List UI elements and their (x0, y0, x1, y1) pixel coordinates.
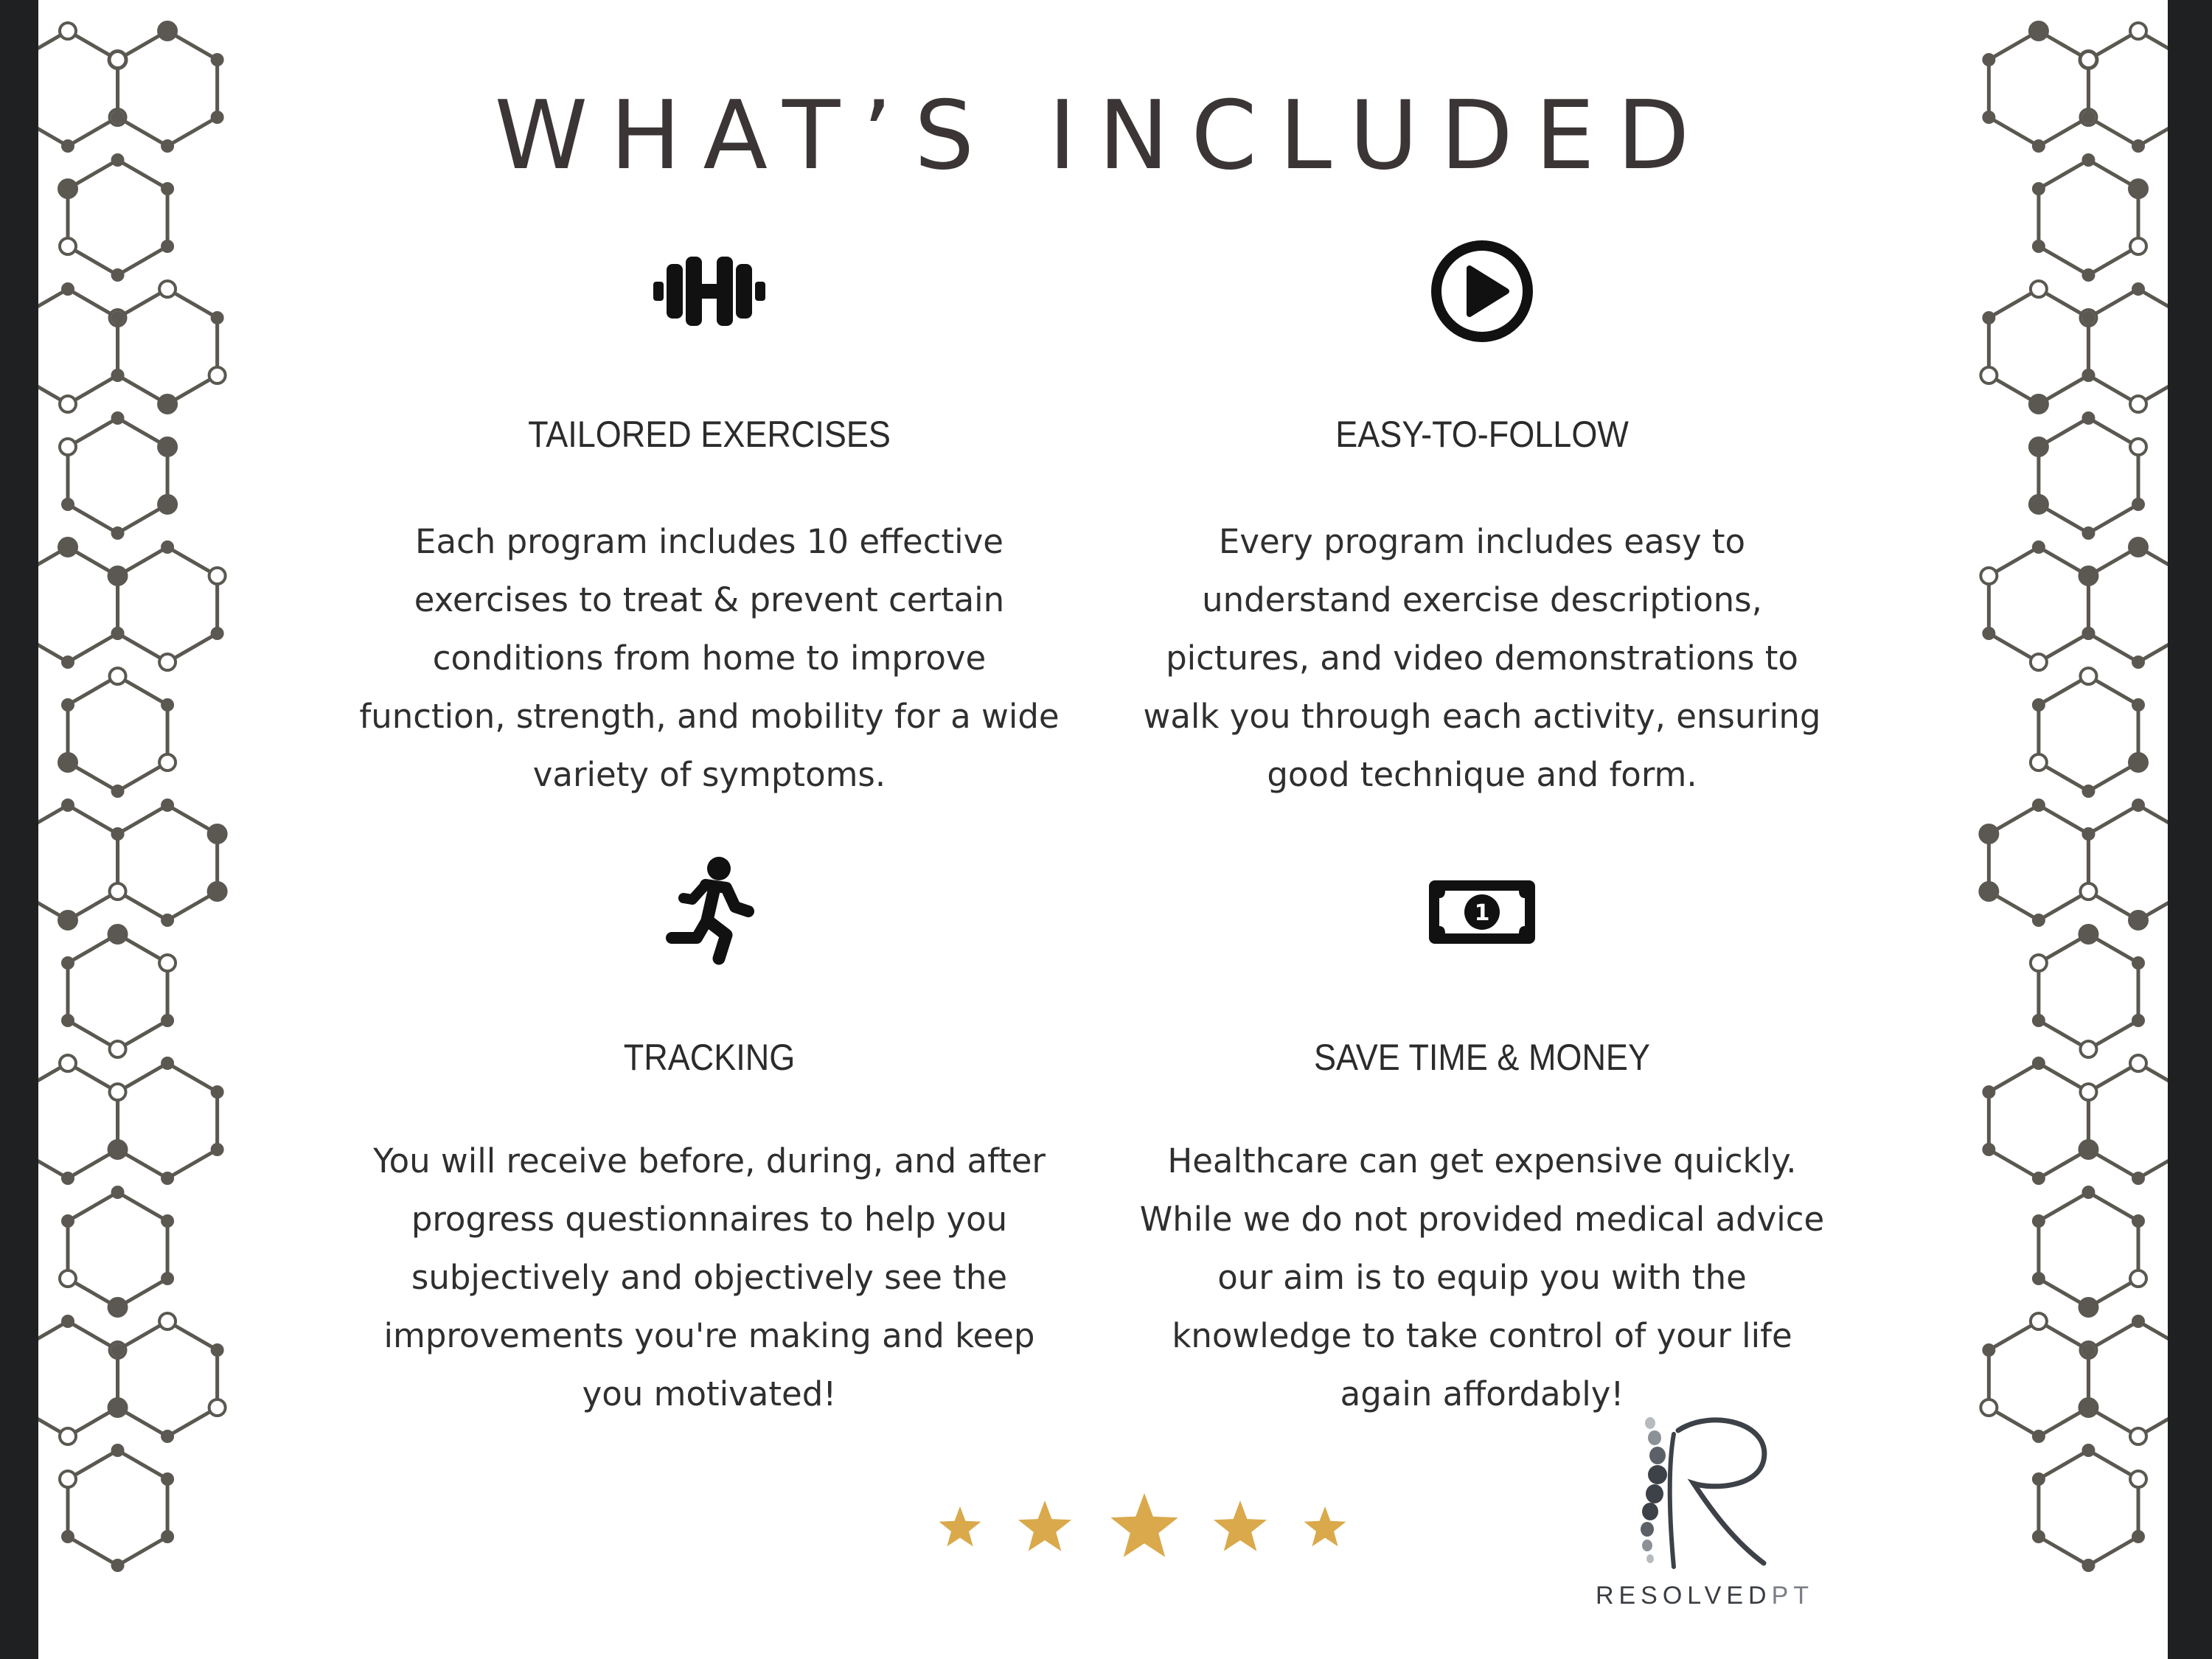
honeycomb-node (212, 313, 223, 323)
honeycomb-cell (68, 1192, 167, 1307)
honeycomb-node (2133, 1316, 2143, 1326)
description-line: progress questionnaires to help you (411, 1200, 1008, 1239)
honeycomb-cell (118, 547, 218, 662)
honeycomb-node (2083, 786, 2093, 796)
honeycomb-node (162, 1273, 173, 1284)
honeycomb-cell (118, 289, 218, 404)
honeycomb-node (2079, 1141, 2097, 1158)
honeycomb-node (2034, 1058, 2044, 1068)
honeycomb-node (2083, 1345, 2093, 1355)
honeycomb-node (162, 1216, 173, 1226)
honeycomb-cell (1989, 289, 2088, 404)
honeycomb-node (59, 754, 77, 771)
honeycomb-node (63, 284, 73, 294)
description-line: understand exercise descriptions, (1202, 580, 1762, 619)
honeycomb-node (60, 396, 76, 412)
honeycomb-node (2130, 1270, 2146, 1287)
honeycomb-node (2133, 1216, 2143, 1226)
honeycomb-node (2031, 654, 2047, 670)
honeycomb-node (2083, 628, 2093, 639)
honeycomb-node (1983, 55, 1994, 65)
description-line: knowledge to take control of your life (1172, 1316, 1792, 1355)
honeycomb-cell (38, 289, 118, 404)
honeycomb-node (63, 1531, 73, 1542)
honeycomb-node (60, 23, 76, 39)
honeycomb-node (2083, 528, 2093, 538)
honeycomb-cell (2039, 934, 2138, 1049)
honeycomb-node (113, 313, 123, 323)
honeycomb-node (209, 568, 226, 584)
honeycomb-node (2034, 800, 2044, 810)
feature-heading: SAVE TIME & MONEY (1314, 1037, 1650, 1078)
description-line: Each program includes 10 effective (415, 522, 1004, 561)
description-line: pictures, and video demonstrations to (1166, 639, 1798, 678)
honeycomb-node (110, 1041, 126, 1057)
honeycomb-cell (68, 934, 167, 1049)
honeycomb-node (2130, 1471, 2146, 1487)
honeycomb-node (162, 1173, 173, 1183)
honeycomb-node (2034, 915, 2044, 925)
honeycomb-node (63, 1015, 73, 1026)
honeycomb-decoration-left (38, 0, 260, 1659)
flyer-page (38, 0, 2168, 1659)
honeycomb-node (113, 1345, 123, 1355)
honeycomb-cell (68, 1450, 167, 1565)
honeycomb-cell (1989, 1321, 2088, 1436)
honeycomb-node (162, 1015, 173, 1026)
honeycomb-cell (2039, 676, 2138, 791)
honeycomb-node (2034, 241, 2044, 251)
honeycomb-decoration-right (1947, 0, 2168, 1659)
honeycomb-node (63, 958, 73, 968)
honeycomb-node (1983, 313, 1994, 323)
honeycomb-cell (38, 1063, 118, 1178)
honeycomb-node (1983, 1087, 1994, 1097)
money-bill-icon (1423, 855, 1541, 966)
honeycomb-node (2083, 370, 2093, 380)
honeycomb-node (2030, 438, 2048, 456)
honeycomb-node (1980, 883, 1997, 900)
honeycomb-node (212, 1087, 223, 1097)
honeycomb-node (2083, 413, 2093, 423)
honeycomb-cell (2088, 289, 2168, 404)
honeycomb-node (2083, 1560, 2093, 1571)
description-line: subjectively and objectively see the (411, 1258, 1008, 1297)
honeycomb-node (2133, 499, 2143, 509)
honeycomb-node (212, 628, 223, 639)
honeycomb-node (2130, 23, 2146, 39)
feature-description (341, 512, 1078, 804)
honeycomb-node (109, 925, 127, 943)
resolvedpt-logo (1587, 1401, 1823, 1622)
honeycomb-node (63, 1216, 73, 1226)
feature-heading: TAILORED EXERCISES (528, 414, 891, 455)
honeycomb-node (2031, 754, 2047, 771)
honeycomb-node (2034, 1474, 2044, 1484)
description-line: improvements you're making and keep (383, 1316, 1035, 1355)
honeycomb-node (2034, 700, 2044, 710)
honeycomb-node (113, 1445, 123, 1455)
honeycomb-node (2130, 1055, 2146, 1071)
honeycomb-node (162, 1531, 173, 1542)
description-line: walk you through each activity, ensuring (1143, 697, 1821, 736)
honeycomb-node (2083, 1402, 2093, 1413)
honeycomb-node (1980, 825, 1997, 843)
honeycomb-node (113, 628, 123, 639)
honeycomb-node (209, 883, 226, 900)
honeycomb-node (113, 270, 123, 280)
star-rating (901, 1478, 1358, 1574)
description-line: Every program includes easy to (1218, 522, 1746, 561)
honeycomb-node (60, 1055, 76, 1071)
honeycomb-node (2129, 754, 2147, 771)
honeycomb-cell (2039, 418, 2138, 533)
honeycomb-node (209, 367, 226, 383)
honeycomb-node (63, 657, 73, 667)
honeycomb-node (159, 654, 175, 670)
feature-easy-to-follow (1113, 236, 1851, 811)
honeycomb-node (209, 1399, 226, 1416)
honeycomb-node (2130, 1428, 2146, 1444)
honeycomb-node (1983, 628, 1994, 639)
honeycomb-node (2080, 1084, 2096, 1100)
honeycomb-cell (38, 805, 118, 920)
honeycomb-node (1980, 568, 1997, 584)
honeycomb-node (2034, 1216, 2044, 1226)
honeycomb-node (2133, 1531, 2143, 1542)
honeycomb-node (1983, 1345, 1994, 1355)
feature-save-time-money (1113, 855, 1851, 1430)
honeycomb-node (2034, 1431, 2044, 1441)
honeycomb-node (109, 1298, 127, 1316)
honeycomb-node (2133, 700, 2143, 710)
honeycomb-node (110, 668, 126, 684)
honeycomb-node (2030, 395, 2048, 413)
honeycomb-cell (1989, 1063, 2088, 1178)
star-icon (1110, 1493, 1178, 1557)
honeycomb-node (2129, 538, 2147, 556)
honeycomb-node (113, 1402, 123, 1413)
honeycomb-cell (118, 805, 218, 920)
honeycomb-node (59, 911, 77, 929)
description-line: conditions from home to improve (432, 639, 987, 678)
honeycomb-node (2083, 829, 2093, 839)
logo-text-bold: RESOLVED (1595, 1582, 1772, 1610)
honeycomb-node (60, 1471, 76, 1487)
description-line: You will receive before, during, and after (373, 1141, 1046, 1180)
honeycomb-node (60, 439, 76, 455)
honeycomb-node (2130, 439, 2146, 455)
honeycomb-cell (2088, 1063, 2168, 1178)
feature-tailored-exercises (341, 236, 1078, 811)
honeycomb-node (2031, 1313, 2047, 1329)
description-line: good technique and form. (1267, 755, 1697, 794)
honeycomb-node (109, 567, 127, 585)
honeycomb-node (2083, 313, 2093, 323)
honeycomb-node (113, 1560, 123, 1571)
honeycomb-node (113, 786, 123, 796)
description-line: exercises to treat & prevent certain (414, 580, 1005, 619)
honeycomb-node (162, 1474, 173, 1484)
honeycomb-node (2030, 22, 2048, 40)
honeycomb-node (159, 395, 176, 413)
honeycomb-node (2034, 1015, 2044, 1026)
description-line: variety of symptoms. (532, 755, 886, 794)
star-icon (1214, 1500, 1267, 1551)
feature-description (341, 1132, 1078, 1423)
honeycomb-cell (68, 418, 167, 533)
honeycomb-cell (1989, 547, 2088, 662)
honeycomb-node (2034, 1273, 2044, 1284)
honeycomb-cell (118, 1063, 218, 1178)
honeycomb-node (2030, 495, 2048, 513)
honeycomb-node (2080, 1041, 2096, 1057)
logo-wordmark (1587, 1582, 1823, 1610)
honeycomb-node (2130, 238, 2146, 254)
honeycomb-node (162, 800, 173, 810)
honeycomb-node (2130, 396, 2146, 412)
honeycomb-node (113, 413, 123, 423)
feature-heading: TRACKING (623, 1037, 796, 1078)
honeycomb-node (63, 499, 73, 509)
honeycomb-node (1980, 1399, 1997, 1416)
honeycomb-node (2133, 657, 2143, 667)
honeycomb-node (60, 1270, 76, 1287)
honeycomb-node (113, 829, 123, 839)
honeycomb-cell (38, 547, 118, 662)
honeycomb-node (159, 281, 175, 297)
honeycomb-node (162, 1431, 173, 1441)
feature-description (1113, 1132, 1851, 1423)
description-line: you motivated! (582, 1374, 837, 1413)
honeycomb-node (110, 1084, 126, 1100)
honeycomb-node (60, 1428, 76, 1444)
honeycomb-node (2133, 958, 2143, 968)
honeycomb-node (162, 1058, 173, 1068)
honeycomb-cell (38, 1321, 118, 1436)
dumbbell-icon (650, 243, 768, 339)
honeycomb-cell (2039, 1192, 2138, 1307)
honeycomb-node (159, 438, 176, 456)
honeycomb-node (113, 370, 123, 380)
honeycomb-node (2080, 883, 2096, 900)
feature-tracking (341, 855, 1078, 1430)
honeycomb-node (159, 1313, 175, 1329)
honeycomb-cell (68, 676, 167, 791)
honeycomb-node (212, 1144, 223, 1155)
svg-text:1: 1 (1474, 900, 1490, 926)
honeycomb-node (63, 1173, 73, 1183)
honeycomb-cell (2088, 547, 2168, 662)
honeycomb-node (60, 238, 76, 254)
honeycomb-node (2031, 955, 2047, 971)
play-circle-icon (1427, 236, 1537, 347)
honeycomb-node (2083, 270, 2093, 280)
honeycomb-node (212, 1345, 223, 1355)
feature-description (1113, 512, 1851, 804)
honeycomb-cell (118, 1321, 218, 1436)
honeycomb-node (159, 495, 176, 513)
honeycomb-node (2133, 800, 2143, 810)
honeycomb-node (63, 1316, 73, 1326)
honeycomb-node (110, 52, 126, 68)
honeycomb-cell (2039, 1450, 2138, 1565)
honeycomb-cell (1989, 805, 2088, 920)
honeycomb-node (2079, 567, 2097, 585)
honeycomb-node (63, 700, 73, 710)
honeycomb-node (209, 825, 226, 843)
spine-r-logo-icon (1587, 1401, 1823, 1578)
honeycomb-cell (2088, 1321, 2168, 1436)
honeycomb-node (212, 55, 223, 65)
honeycomb-node (2080, 52, 2096, 68)
honeycomb-node (159, 955, 175, 971)
honeycomb-node (2083, 1445, 2093, 1455)
honeycomb-node (2133, 1015, 2143, 1026)
description-line: again affordably! (1340, 1374, 1624, 1413)
honeycomb-node (59, 538, 77, 556)
honeycomb-node (113, 528, 123, 538)
honeycomb-node (2079, 925, 2097, 943)
honeycomb-node (2034, 542, 2044, 552)
honeycomb-node (159, 754, 175, 771)
description-line: Healthcare can get expensive quickly. (1167, 1141, 1797, 1180)
honeycomb-node (162, 241, 173, 251)
description-line: While we do not provided medical advice (1139, 1200, 1825, 1239)
honeycomb-node (2031, 281, 2047, 297)
honeycomb-node (162, 542, 173, 552)
honeycomb-node (113, 1187, 123, 1197)
running-person-icon (661, 855, 757, 966)
star-icon (939, 1506, 981, 1546)
honeycomb-node (2079, 1298, 2097, 1316)
honeycomb-node (2133, 284, 2143, 294)
honeycomb-node (2034, 1173, 2044, 1183)
description-line: function, strength, and mobility for a wide (359, 697, 1060, 736)
honeycomb-node (162, 915, 173, 925)
honeycomb-node (1983, 1144, 1994, 1155)
star-icon (1304, 1506, 1346, 1546)
star-icon (1018, 1500, 1071, 1551)
honeycomb-node (2129, 911, 2147, 929)
logo-text-light: PT (1771, 1582, 1815, 1610)
honeycomb-node (162, 700, 173, 710)
honeycomb-node (2034, 1531, 2044, 1542)
honeycomb-node (159, 22, 176, 40)
feature-heading: EASY-TO-FOLLOW (1335, 414, 1629, 455)
honeycomb-node (63, 800, 73, 810)
honeycomb-node (1980, 367, 1997, 383)
honeycomb-cell (2088, 805, 2168, 920)
honeycomb-node (2080, 668, 2096, 684)
page-title: WHAT’S INCLUDED (494, 81, 1712, 191)
honeycomb-node (2083, 1187, 2093, 1197)
honeycomb-node (110, 883, 126, 900)
honeycomb-node (2133, 1173, 2143, 1183)
description-line: our aim is to equip you with the (1217, 1258, 1747, 1297)
honeycomb-node (109, 1141, 127, 1158)
